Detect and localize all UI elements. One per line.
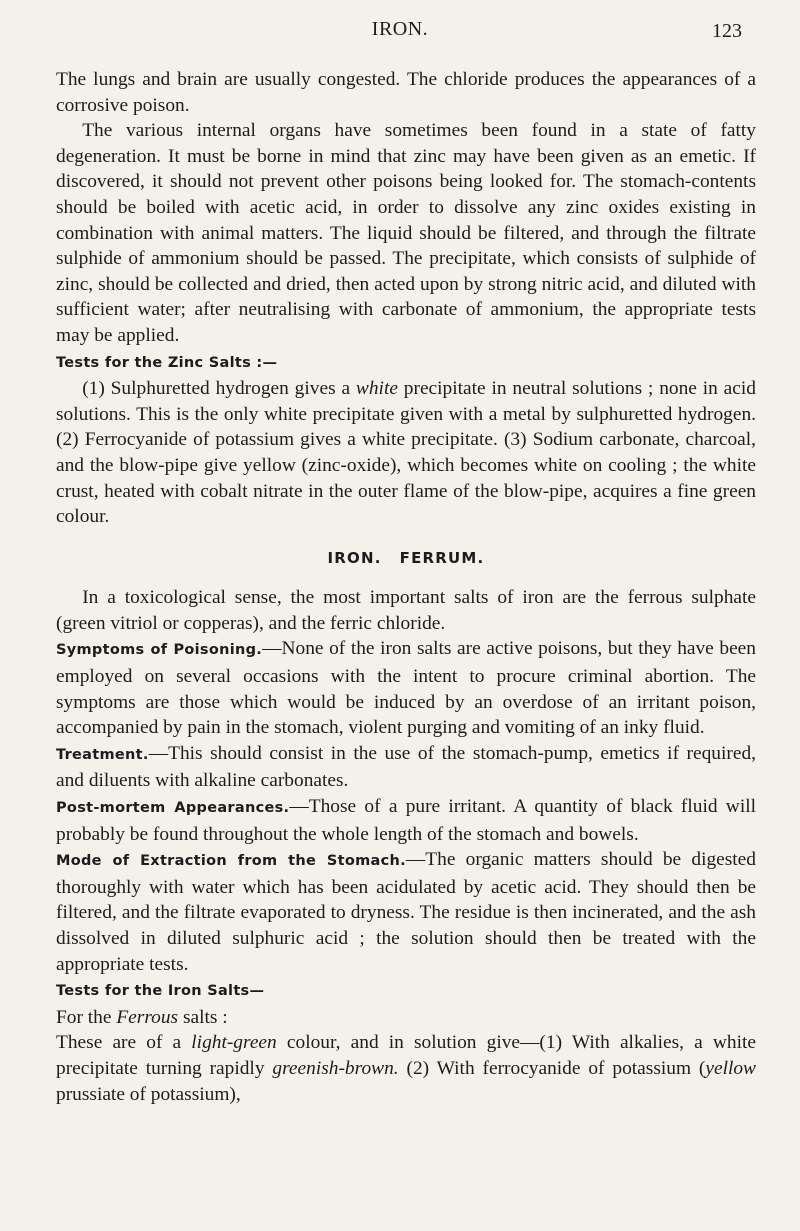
zinc-tests-italic: white [355, 378, 398, 400]
zinc-tests-text-b: precipitate in neutral solutions ; none in acid solutions. This is the only white precipitate given with a metal by sulphuretted hydrogen. (2) Ferrocyanide of potassium gives a white precipitate. (3) Sodium carbonate, charcoal, and the blow-pipe give yellow (zinc-oxide), which becomes white on cooling ; the white crust, heated with cobalt nitrate in the outer flame of the blow-pipe, acquires a fine green colour. [56, 378, 756, 528]
final-a: These are of a [56, 1032, 192, 1054]
paragraph-postmortem [56, 794, 756, 847]
running-head [0, 14, 800, 44]
paragraph-zinc-tests [56, 376, 756, 530]
symptoms-text: —None of the iron salts are active poisons, but they have been employed on several occasions with the intent to procure criminal abortion. The symptoms are those which would be induced by an overdose of an irritant poison, accompanied by pain in the stomach, violent purging and vomiting of an inky fluid. [56, 638, 756, 739]
ferrous-italic: Ferrous [116, 1006, 179, 1028]
iron-tests-heading-text: Tests for the Iron Salts— [56, 983, 265, 1000]
final-b: colour, and in solution give—(1) With alkalies, a white precipitate turning rapidly [56, 1032, 756, 1079]
running-title: IRON. [371, 18, 429, 40]
zinc-tests-heading-text: Tests for the Zinc Salts :— [56, 354, 278, 371]
postmortem-heading: Post-mortem Appearances. [56, 800, 290, 817]
symptoms-heading: Symptoms of Poisoning. [56, 642, 263, 659]
ferrous-intro-b: salts : [178, 1006, 228, 1028]
final-c-italic: yellow [705, 1057, 756, 1079]
final-d: prussiate of potassium), [56, 1083, 241, 1105]
final-a-italic: light-green [191, 1032, 277, 1054]
final-b-italic: greenish-brown. [272, 1057, 399, 1079]
postmortem-text: —Those of a pure irritant. A quantity of black fluid will probably be found throughout the whole length of the stomach and bowels. [56, 796, 756, 845]
treatment-heading: Treatment. [56, 746, 149, 763]
paragraph-extraction [56, 847, 756, 977]
final-c: (2) With ferrocyanide of potassium ( [398, 1057, 706, 1079]
ferrous-intro-a: For the [56, 1006, 117, 1028]
section-heading-iron-title: IRON. [327, 548, 382, 567]
paragraph-lungs: The lungs and brain are usually congested. The chloride produces the appearances of a corrosive poison. [56, 69, 756, 116]
extraction-heading: Mode of Extraction from the Stomach. [56, 853, 406, 870]
section-heading-ferrum-title: FERRUM. [399, 548, 485, 567]
treatment-text: —This should consist in the use of the stomach-pump, emetics if required, and diluents with alkaline carbonates. [56, 742, 756, 792]
zinc-tests-text-a: (1) Sulphuretted hydrogen gives a [82, 378, 356, 400]
extraction-text: —The organic matters should be digested thoroughly with water which has been acidulated by acetic acid. They should then be filtered, and the filtrate evaporated to dryness. The residue is then incinerated, and the ash dissolved in diluted sulphuric acid ; the solution should then be treated with the appropriate tests. [56, 849, 756, 975]
zinc-tests-heading [56, 349, 756, 377]
paragraph-internal-organs: The various internal organs have sometimes been found in a state of fatty degeneration. It must be borne in mind that zinc may have been given as an emetic. If discovered, it should not prevent other poisons being looked for. The stomach-contents should be boiled with acetic acid, in order to dissolve any zinc oxides existing in combination with animal matters. The liquid should be filtered, and through the filtrate sulphide of ammonium should be passed. The precipitate, which consists of sulphide of zinc, should be collected and dried, then acted upon by strong nitric acid, and diluted with sufficient water; after neutralising with carbonate of ammonium, the appropriate tests may be applied. [56, 120, 756, 346]
paragraph-ferrous-intro [56, 1005, 756, 1031]
body-text [56, 67, 756, 1107]
paragraph-treatment [56, 741, 756, 794]
paragraph-iron-intro: In a toxicological sense, the most important salts of iron are the ferrous sulphate (green vitriol or copperas), and the ferric chloride. [56, 587, 756, 634]
section-heading-iron [56, 546, 756, 572]
paragraph-ferrous-tests [56, 1030, 756, 1107]
page-number: 123 [712, 20, 742, 42]
paragraph-symptoms [56, 636, 756, 740]
iron-tests-heading [56, 977, 756, 1005]
